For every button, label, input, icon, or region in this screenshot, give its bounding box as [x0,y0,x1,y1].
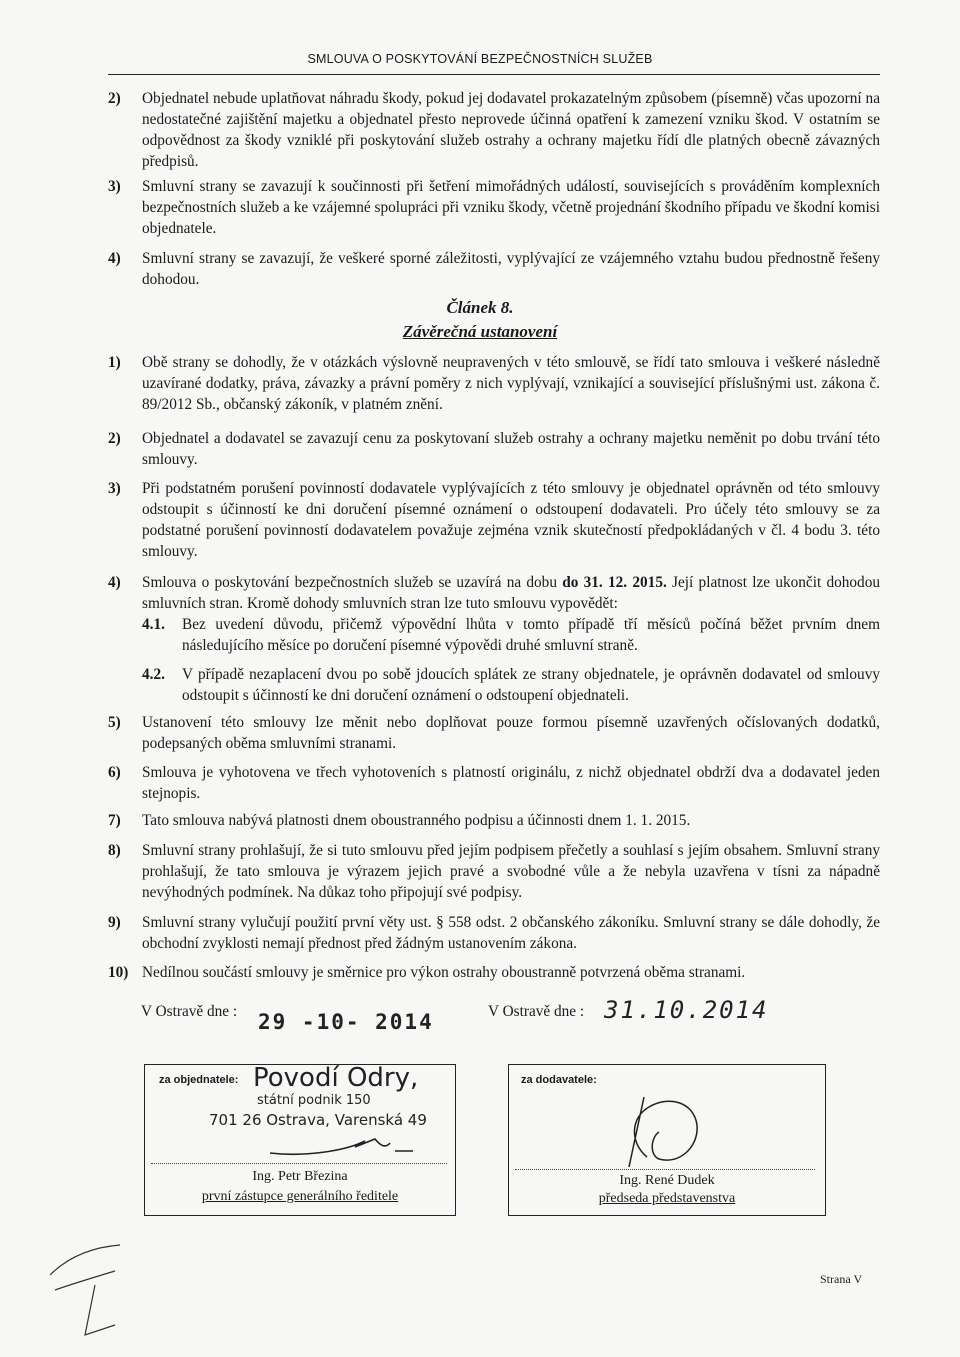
art8-clause-7 [108,810,880,831]
clause-text: Smluvní strany prohlašují, že si tuto smlouvu před jejím podpisem přečetly a souhlasí s jejím obsahem. Smluvní strany prohlašují, že tato smlouva je výrazem jejich pravé a svobodné vůle a že nebyla uzavřena v tísni za nápadně nevýhodných podmínek. Na důkaz toho připojují své podpisy. [142,842,880,901]
contract-end-date: do 31. 12. 2015. [562,574,667,591]
left-date-label: V Ostravě dne : [141,1003,238,1020]
art8-clause-4 [108,572,880,614]
clause-3 [108,176,880,239]
clause-number: 4) [108,574,121,591]
clause-number: 7) [108,812,121,829]
client-label: za objednatele: [159,1074,239,1086]
supplier-signature-box [508,1064,826,1216]
clause-text: Bez uvedení důvodu, přičemž výpovědní lhůta v tomto případě tří měsíců počíná běžet prvním dnem následujícího měsíce po doručení písemné výpovědi druhé smluvní straně. [182,616,880,654]
supplier-signature-icon [609,1087,719,1177]
art8-clause-3 [108,478,880,562]
art8-clause-5 [108,712,880,754]
supplier-signatory-role: předseda představenstva [598,1191,736,1206]
clause-2 [108,88,880,172]
client-stamp-address: 701 26 Ostrava, Varenská 49 [209,1111,427,1129]
header-rule [108,74,880,75]
art8-clause-9 [108,912,880,954]
clause-text: Smluvní strany se zavazují k součinnosti při šetření mimořádných událostí, souvisejících s prováděním komplexních bezpečnostních služeb a ke vzájemné spolupráci při vzniku škody, včetně projednání škodního případu ve škodní komisi objednatele. [142,178,880,237]
clause-text: Tato smlouva nabývá platnosti dnem oboustranného podpisu a účinnosti dnem 1. 1. 2015. [142,812,691,829]
clause-text: Smluvní strany vylučují použití první věty ust. § 558 odst. 2 občanského zákoníku. Smluvní strany se dále dohodly, že obchodní zvyklosti nemají přednost před žádným ustanovením zákona. [142,914,880,952]
clause-text: Smluvní strany se zavazují, že veškeré sporné záležitosti, vyplývající ze vzájemného vztahu budou přednostně řešeny dohodou. [142,250,880,288]
clause-number: 5) [108,714,121,731]
art8-clause-4-1 [142,614,880,656]
clause-text: V případě nezaplacení dvou po sobě jdoucích splátek ze strany objednatele, je oprávněn dodavatel od smlouvy odstoupit s účinností ke dni doručení oznámení o odstoupení objednateli. [182,666,880,704]
client-signature-box [144,1064,456,1216]
clause-text: Objednatel nebude uplatňovat náhradu škody, pokud jej dodavatel prokazatelným způsobem (písemně) včas upozorní na nedostatečné zajištění majetku a objednatel přesto neprovede účinná opatření k zamezení vzniku škod. V ostatním se odpovědnost za škody vzniklé při poskytování služeb ostrahy a ochrany majetku řídí dle platných obecně závazných předpisů. [142,90,880,170]
clause-number: 6) [108,764,121,781]
clause-text: Ustanovení této smlouvy lze měnit nebo doplňovat pouze formou písemně uzavřených očíslovaných dodatků, podepsaných oběma smluvními stranami. [142,714,880,752]
art8-clause-8 [108,840,880,903]
left-date-stamp: 29 -10- 2014 [258,1010,434,1034]
clause-number: 9) [108,914,121,931]
clause-text: Obě strany se dohodly, že v otázkách výslovně neupravených v této smlouvě, se řídí tato smlouva i veškeré následně uzavírané dodatky, práva, závazky a právní poměry z nich vyplývají, vznikající a související příslušnými ust. zákona č. 89/2012 Sb., občanský zákoník, v platném znění. [142,354,880,413]
art8-clause-2 [108,428,880,470]
client-signatory-role: první zástupce generálního ředitele [201,1189,399,1204]
art8-clause-10 [108,962,880,983]
page-header: SMLOUVA O POSKYTOVÁNÍ BEZPEČNOSTNÍCH SLUŽEB [307,52,653,66]
client-stamp-line2: státní podnik 150 [257,1093,371,1108]
clause-number: 10) [108,964,129,981]
clause-number: 2) [108,430,121,447]
article-title: Závěrečná ustanovení [402,322,558,341]
supplier-label: za dodavatele: [521,1074,597,1086]
clause-text: Smlouva je vyhotovena ve třech vyhotoveních s platností originálu, z nichž objednatel obdrží dva a dodavatel jeden stejnopis. [142,764,880,802]
clause-number: 8) [108,842,121,859]
clause-number: 3) [108,178,121,195]
clause-text: Objednatel a dodavatel se zavazují cenu za poskytovaní služeb ostrahy a ochrany majetku neměnit po dobu trvání této smlouvy. [142,430,880,468]
clause-text-post: Její platnost lze ukončit dohodou smluvních stran. Kromě dohody smluvních stran lze tuto smlouvu vypovědět: [142,574,880,612]
clause-text: Nedílnou součástí smlouvy je směrnice pro výkon ostrahy oboustranně potvrzená oběma stranami. [142,964,746,981]
clause-number: 1) [108,354,121,371]
clause-text-pre: Smlouva o poskytování bezpečnostních služeb se uzavírá na dobu [142,574,563,591]
client-signature-line [151,1163,447,1164]
client-signatory-name: Ing. Petr Březina [252,1169,348,1184]
art8-clause-1 [108,352,880,415]
clause-number: 4.2. [142,666,165,683]
clause-number: 3) [108,480,121,497]
clause-number: 4) [108,250,121,267]
page-number: Strana V [820,1272,863,1286]
right-date-handwritten: 31.10.2014 [604,996,769,1024]
clause-4 [108,248,880,290]
client-signature-icon [265,1131,415,1161]
clause-number: 2) [108,90,121,107]
supplier-signatory-name: Ing. René Dudek [619,1173,715,1188]
margin-scribble-icon [40,1235,130,1345]
right-date-label: V Ostravě dne : [488,1003,585,1020]
art8-clause-4-2 [142,664,880,706]
supplier-signature-line [515,1169,815,1170]
article-number: Článek 8. [446,298,514,317]
clause-number: 4.1. [142,616,165,633]
clause-text: Při podstatném porušení povinností dodavatele vyplývajících z této smlouvy je objednatel oprávněn od této smlouvy odstoupit s účinností ke dni doručení písemné oznámení o odstoupení dodavateli. Pro účely této smlouvy se za podstatné porušení povinností dodavatelem považuje zejména vznik skutečností předpokládaných v čl. 4 bodu 3. této smlouvy. [142,480,880,560]
clause-text [142,572,880,614]
client-stamp-name: Povodí Odry, [253,1063,419,1093]
art8-clause-6 [108,762,880,804]
